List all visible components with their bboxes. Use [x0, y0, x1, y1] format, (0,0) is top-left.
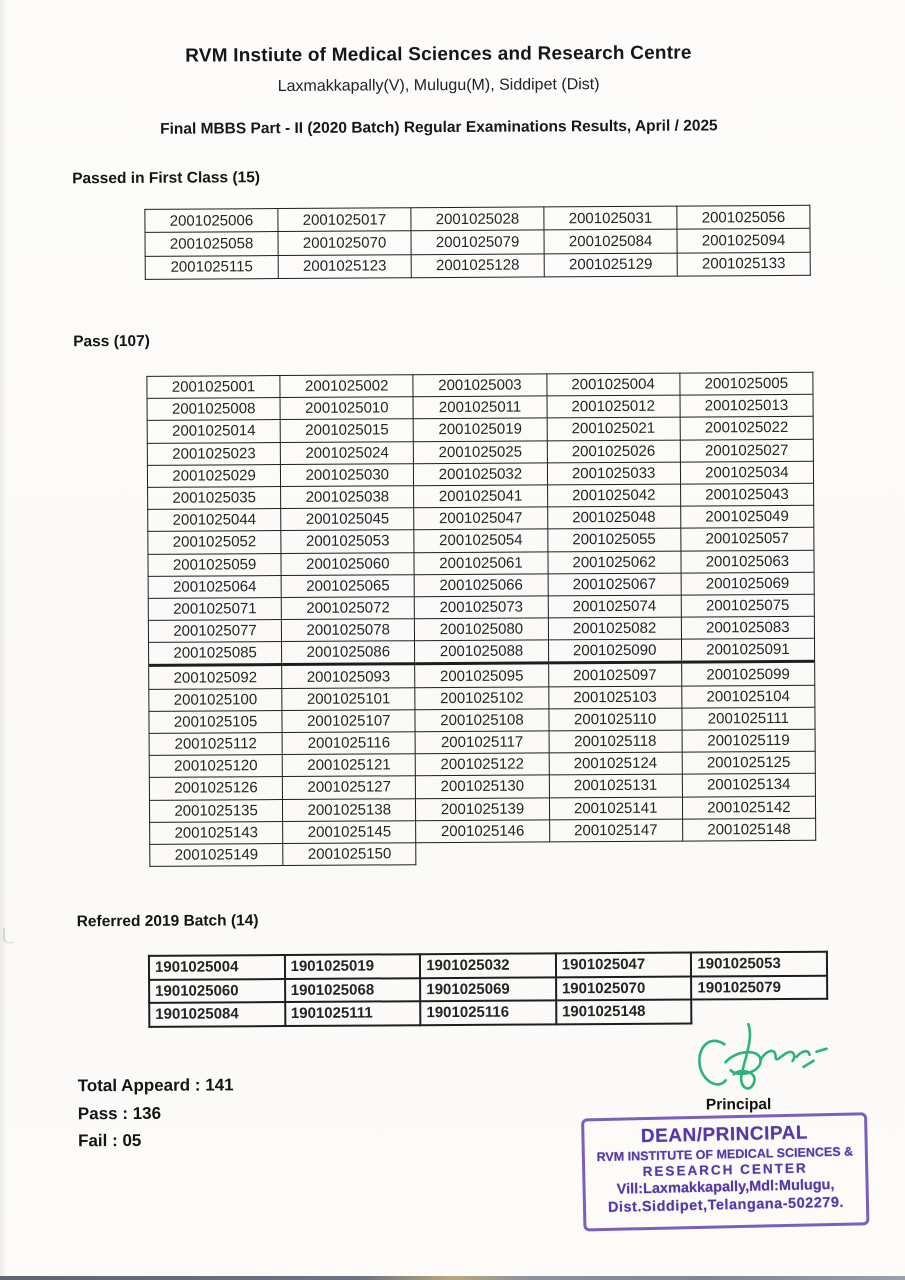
- roll-number-cell: 2001025121: [282, 754, 415, 777]
- roll-number-cell: 2001025092: [149, 665, 282, 689]
- roll-number-cell: 2001025125: [682, 751, 815, 774]
- roll-number-cell: 2001025147: [549, 819, 682, 842]
- section-heading-pass: Pass (107): [73, 332, 150, 351]
- stamp-line-3: RESEARCH CENTER: [642, 1160, 808, 1180]
- roll-number-cell: 2001025004: [546, 373, 679, 396]
- roll-number-cell: 2001025044: [148, 509, 281, 532]
- official-stamp: [581, 1112, 869, 1231]
- roll-number-cell: 2001025027: [680, 439, 813, 462]
- fail-count-text: Fail : 05: [77, 1130, 142, 1151]
- roll-number-cell: 2001025073: [415, 596, 548, 619]
- roll-number-cell: 2001025150: [283, 843, 416, 866]
- roll-number-cell: 2001025080: [415, 618, 548, 641]
- roll-number-cell: 2001025128: [411, 254, 544, 278]
- roll-number-cell: 2001025019: [414, 418, 547, 441]
- roll-number-cell: 2001025116: [282, 732, 415, 755]
- total-appeared-text: Total Appeard : 141: [77, 1075, 234, 1096]
- roll-number-cell: 1901025116: [420, 1000, 556, 1024]
- roll-number-cell: 2001025134: [682, 774, 815, 797]
- roll-number-cell: 2001025135: [149, 799, 282, 822]
- roll-number-cell: 2001025110: [548, 708, 681, 731]
- scan-edge-bottom: [0, 1276, 905, 1280]
- roll-number-cell: 2001025095: [415, 663, 548, 687]
- principal-label: Principal: [705, 1096, 772, 1114]
- roll-number-cell: 2001025054: [414, 529, 547, 552]
- roll-number-cell: 2001025060: [281, 552, 414, 575]
- roll-number-cell: 2001025030: [281, 463, 414, 486]
- roll-number-cell: 2001025014: [147, 420, 280, 443]
- roll-number-cell: 2001025031: [544, 206, 677, 230]
- roll-number-cell: 2001025118: [549, 730, 682, 753]
- roll-number-cell: 2001025119: [682, 729, 815, 752]
- roll-number-cell: 2001025138: [283, 798, 416, 821]
- roll-number-cell: 2001025145: [283, 820, 416, 843]
- stamp-line-1: DEAN/PRINCIPAL: [640, 1122, 809, 1148]
- roll-number-cell: 2001025107: [282, 710, 415, 733]
- roll-number-cell: 2001025079: [411, 230, 544, 254]
- roll-number-cell: 2001025088: [415, 640, 548, 664]
- stamp-line-4: Vill:Laxmakkapally,Mdl:Mulugu,: [616, 1176, 835, 1198]
- roll-number-cell: 2001025111: [682, 707, 815, 730]
- roll-number-cell: 2001025053: [281, 530, 414, 553]
- referred-table: [148, 951, 828, 1028]
- roll-number-cell: 2001025003: [413, 374, 546, 397]
- roll-number-cell: 2001025023: [147, 442, 280, 465]
- section-heading-first-class: Passed in First Class (15): [72, 169, 261, 188]
- roll-number-cell: 1901025060: [149, 979, 285, 1003]
- roll-number-cell: 2001025063: [681, 550, 814, 573]
- roll-number-cell: 2001025043: [680, 483, 813, 506]
- roll-number-cell: 2001025015: [280, 419, 413, 442]
- roll-number-cell: 2001025108: [415, 709, 548, 732]
- roll-number-cell: 2001025034: [680, 461, 813, 484]
- roll-number-cell: 1901025032: [420, 953, 556, 977]
- roll-number-cell: 2001025048: [547, 506, 680, 529]
- roll-number-cell: 2001025102: [415, 687, 548, 710]
- roll-number-cell: 1901025068: [285, 978, 421, 1002]
- roll-number-cell: 2001025065: [281, 574, 414, 597]
- roll-number-cell: 2001025066: [414, 574, 547, 597]
- roll-number-cell: 2001025146: [416, 820, 549, 843]
- roll-number-cell: 1901025019: [285, 954, 421, 978]
- roll-number-cell: 2001025123: [278, 255, 411, 279]
- roll-number-cell: 1901025053: [691, 952, 827, 976]
- roll-number-cell: 2001025082: [548, 617, 681, 640]
- roll-number-cell: 2001025074: [548, 595, 681, 618]
- roll-number-cell: 2001025032: [414, 463, 547, 486]
- roll-number-cell: 2001025142: [682, 796, 815, 819]
- roll-number-cell: 2001025021: [547, 417, 680, 440]
- roll-number-cell: 2001025127: [283, 776, 416, 799]
- first-class-table: [144, 205, 810, 280]
- roll-number-cell: 2001025064: [148, 575, 281, 598]
- roll-number-cell: 2001025126: [149, 777, 282, 800]
- roll-number-cell: 2001025049: [680, 505, 813, 528]
- roll-number-cell: 2001025005: [680, 372, 813, 395]
- stamp-line-2: RVM INSTITUTE OF MEDICAL SCIENCES &: [596, 1144, 854, 1165]
- roll-number-cell: 2001025026: [547, 440, 680, 463]
- roll-number-cell: 2001025097: [548, 663, 681, 687]
- roll-number-cell: 2001025001: [147, 376, 280, 399]
- roll-number-cell: 2001025093: [282, 664, 415, 688]
- institute-name: RVM Instiute of Medical Sciences and Research Centre: [185, 42, 692, 67]
- roll-number-cell: 2001025052: [148, 531, 281, 554]
- roll-number-cell: 2001025148: [682, 818, 815, 841]
- roll-number-cell: 1901025148: [556, 1000, 692, 1024]
- roll-number-cell: 2001025061: [414, 551, 547, 574]
- roll-number-cell: 2001025100: [149, 688, 282, 711]
- summary-block: [78, 1071, 234, 1154]
- roll-number-cell: 1901025111: [285, 1001, 421, 1025]
- roll-number-cell: 2001025099: [681, 662, 814, 686]
- roll-number-cell: 2001025129: [544, 253, 677, 277]
- roll-number-cell: 2001025101: [282, 687, 415, 710]
- roll-number-cell: 2001025105: [149, 710, 282, 733]
- roll-number-cell: 2001025149: [150, 843, 283, 866]
- roll-number-cell: 2001025133: [677, 252, 810, 276]
- roll-number-cell: 2001025056: [677, 205, 810, 229]
- roll-number-cell: 2001025041: [414, 485, 547, 508]
- roll-number-cell: 2001025122: [416, 753, 549, 776]
- roll-number-cell: 2001025008: [147, 398, 280, 421]
- section-heading-referred: Referred 2019 Batch (14): [76, 912, 259, 931]
- roll-number-cell: 1901025070: [556, 976, 692, 1000]
- roll-number-cell: 2001025002: [280, 375, 413, 398]
- roll-number-cell: 2001025124: [549, 752, 682, 775]
- roll-number-cell: 2001025025: [414, 440, 547, 463]
- table-row: [149, 975, 827, 1003]
- roll-number-cell: 2001025055: [547, 528, 680, 551]
- roll-number-cell: 2001025104: [682, 685, 815, 708]
- roll-number-cell: 1901025047: [556, 953, 692, 977]
- roll-number-cell: 2001025075: [681, 594, 814, 617]
- roll-number-cell: 2001025112: [149, 733, 282, 756]
- roll-number-cell: 2001025143: [150, 821, 283, 844]
- roll-number-cell: 2001025024: [280, 441, 413, 464]
- roll-number-cell: 2001025042: [547, 484, 680, 507]
- institute-address: Laxmakkapally(V), Mulugu(M), Siddipet (Dist): [277, 76, 600, 96]
- principal-signature: [690, 1020, 835, 1103]
- roll-number-cell: 2001025094: [677, 229, 810, 253]
- roll-number-cell: 2001025077: [148, 620, 281, 643]
- roll-number-cell: 2001025139: [416, 797, 549, 820]
- roll-number-cell: 2001025062: [548, 551, 681, 574]
- table-row: [150, 840, 816, 866]
- roll-number-cell: 2001025006: [145, 209, 278, 233]
- roll-number-cell: 2001025141: [549, 797, 682, 820]
- roll-number-cell: 2001025059: [148, 553, 281, 576]
- stamp-line-5: Dist.Siddipet,Telangana-502279.: [607, 1194, 845, 1216]
- roll-number-cell: 2001025083: [681, 616, 814, 639]
- roll-number-cell: 2001025033: [547, 462, 680, 485]
- roll-number-cell: 2001025091: [681, 639, 814, 663]
- roll-number-cell: 2001025069: [681, 572, 814, 595]
- roll-number-cell: 2001025038: [281, 486, 414, 509]
- roll-number-cell: 1901025069: [420, 977, 556, 1001]
- roll-number-cell: 2001025070: [278, 231, 411, 255]
- roll-number-cell: 2001025078: [282, 619, 415, 642]
- pass-table: [146, 372, 816, 867]
- pass-count-text: Pass : 136: [77, 1103, 162, 1123]
- roll-number-cell: 2001025045: [281, 508, 414, 531]
- roll-number-cell: 1901025079: [691, 975, 827, 999]
- roll-number-cell: 2001025103: [548, 686, 681, 709]
- exam-title: Final MBBS Part - II (2020 Batch) Regular Examinations Results, April / 2025: [160, 117, 718, 138]
- roll-number-cell: 2001025120: [149, 755, 282, 778]
- roll-number-cell: 2001025131: [549, 774, 682, 797]
- table-row: [145, 252, 810, 279]
- roll-number-cell: 2001025028: [411, 207, 544, 231]
- roll-number-cell: 2001025058: [145, 232, 278, 256]
- roll-number-cell: 2001025115: [145, 255, 278, 279]
- roll-number-cell: 2001025057: [681, 528, 814, 551]
- roll-number-cell: 2001025117: [415, 731, 548, 754]
- roll-number-cell: 2001025013: [680, 394, 813, 417]
- roll-number-cell: 2001025011: [413, 396, 546, 419]
- roll-number-cell: 1901025084: [149, 1002, 285, 1026]
- roll-number-cell: 2001025029: [147, 464, 280, 487]
- roll-number-cell: 2001025067: [548, 573, 681, 596]
- roll-number-cell: 2001025085: [149, 642, 282, 666]
- roll-number-cell: 2001025072: [281, 597, 414, 620]
- roll-number-cell: 2001025012: [547, 395, 680, 418]
- roll-number-cell: 2001025035: [148, 486, 281, 509]
- roll-number-cell: 2001025086: [282, 641, 415, 665]
- roll-number-cell: 2001025047: [414, 507, 547, 530]
- table-row: [150, 818, 816, 844]
- roll-number-cell: 2001025090: [548, 639, 681, 663]
- scan-edge-left: [0, 0, 7, 1280]
- roll-number-cell: 2001025022: [680, 417, 813, 440]
- roll-number-cell: 2001025010: [280, 397, 413, 420]
- roll-number-cell: 1901025004: [149, 955, 285, 979]
- roll-number-cell: 2001025017: [278, 208, 411, 232]
- roll-number-cell: 2001025084: [544, 230, 677, 254]
- roll-number-cell: 2001025071: [148, 597, 281, 620]
- roll-number-cell: 2001025130: [416, 775, 549, 798]
